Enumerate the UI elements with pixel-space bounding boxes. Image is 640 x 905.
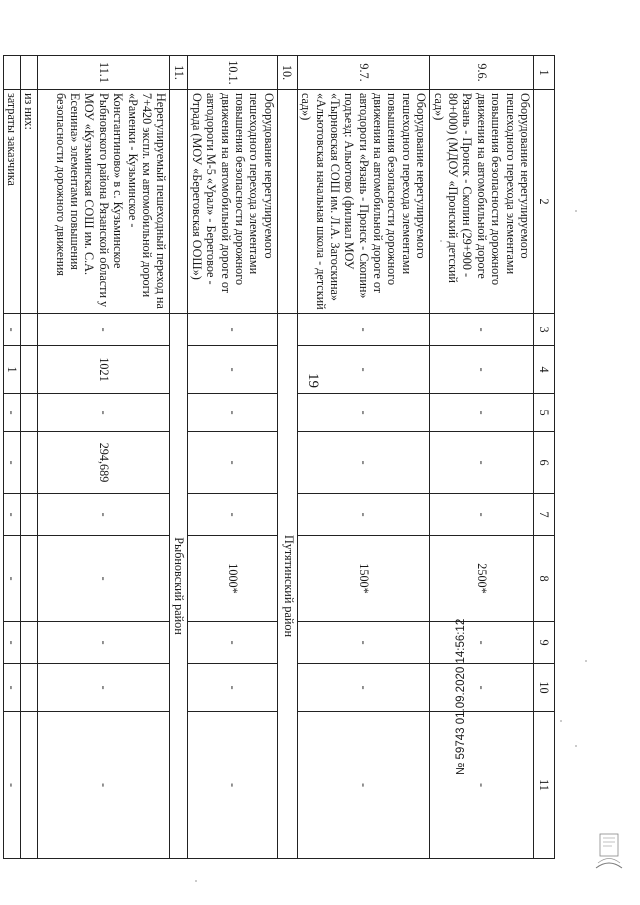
measure-description: из них:	[21, 90, 38, 314]
value-cell: -	[188, 664, 277, 712]
value-cell	[21, 622, 38, 664]
table-row	[3, 56, 20, 859]
measure-description: Оборудование нерегулируемого пешеходного перехода элементами повышения безопасности дорожного движения на автомобильной дороге Рязань - Пронск - Скопин (29+900 - 80+000) (МДОУ «Пронский детский сад»)	[430, 90, 534, 314]
value-cell: -	[430, 394, 534, 432]
value-cell	[21, 536, 38, 622]
row-number: 9.7.	[297, 56, 430, 90]
registry-seal	[592, 828, 626, 874]
value-cell: -	[3, 432, 20, 494]
value-cell: -	[38, 712, 170, 859]
row-number	[21, 56, 38, 90]
column-number: 6	[534, 432, 555, 494]
value-cell: -	[297, 664, 430, 712]
value-cell	[21, 346, 38, 394]
row-number: 9.6.	[430, 56, 534, 90]
measure-description: Оборудование нерегулируемого пешеходного перехода элементами повышения безопасности дорожного движения на автомобильной дороге от автодороги М-5 «Урал» - Береговое - Отрада (МОУ «Береговская ООШ»)	[188, 90, 277, 314]
value-cell: -	[430, 712, 534, 859]
column-number: 2	[534, 90, 555, 314]
column-number: 10	[534, 664, 555, 712]
value-cell: -	[297, 622, 430, 664]
value-cell: -	[430, 314, 534, 346]
table-header-row	[534, 56, 555, 859]
value-cell: -	[3, 536, 20, 622]
value-cell: 2500*	[430, 536, 534, 622]
row-number: 11.	[170, 56, 188, 90]
value-cell: -	[3, 622, 20, 664]
section-row	[277, 56, 297, 859]
row-number	[3, 56, 20, 90]
section-row	[170, 56, 188, 859]
scan-speck	[585, 660, 587, 662]
column-number: 11	[534, 712, 555, 859]
value-cell	[21, 712, 38, 859]
value-cell: -	[297, 432, 430, 494]
column-number: 3	[534, 314, 555, 346]
value-cell: -	[430, 346, 534, 394]
value-cell: -	[3, 494, 20, 536]
row-number: 10.	[277, 56, 297, 90]
value-cell: -	[188, 346, 277, 394]
value-cell	[21, 394, 38, 432]
value-cell	[21, 494, 38, 536]
column-number: 1	[534, 56, 555, 90]
row-number: 11.1	[38, 56, 170, 90]
value-cell: 1021	[38, 346, 170, 394]
value-cell: -	[188, 622, 277, 664]
column-number: 9	[534, 622, 555, 664]
value-cell: -	[3, 664, 20, 712]
value-cell: -	[38, 622, 170, 664]
value-cell: -	[188, 712, 277, 859]
measure-description: затраты заказчика	[3, 90, 20, 314]
measure-description: Нерегулируемый пешеходный переход на 7+420 экспл. км автомобильной дороги «Раменки - Кузьминское - Константиново» в с. Кузьминское Рыбновского района Рязанской области у МОУ «Кузьминская СОШ им. С.А. Есенина» элементами повышения безопасности дорожного движения	[38, 90, 170, 314]
row-number: 10.1.	[188, 56, 277, 90]
value-cell: -	[3, 314, 20, 346]
scan-speck	[575, 210, 577, 212]
table-row	[297, 56, 430, 859]
registry-stamp-text: № 59743 01.09.2020 14:56:12	[455, 618, 467, 775]
value-cell	[21, 314, 38, 346]
column-number: 7	[534, 494, 555, 536]
empty-cell	[277, 90, 297, 314]
value-cell: -	[430, 664, 534, 712]
value-cell: -	[297, 394, 430, 432]
value-cell: -	[430, 494, 534, 536]
district-title: Рыбновский район	[170, 314, 188, 859]
table-row	[21, 56, 38, 859]
measure-description: Оборудование нерегулируемого пешеходного перехода элементами повышения безопасности дорожного движения на автомобильной дороге от автодороги «Рязань - Пронск - Скопин» подъезд: Альютово (филиал МОУ «Тырновская СОШ им. Л.А. Загоскина» «Альютовская начальная школа - детский сад»)	[297, 90, 430, 314]
value-cell: -	[297, 346, 430, 394]
scan-speck	[195, 880, 197, 882]
value-cell: -	[3, 712, 20, 859]
value-cell: -	[297, 712, 430, 859]
value-cell	[21, 664, 38, 712]
document-sheet	[5, 55, 555, 858]
value-cell: 1500*	[297, 536, 430, 622]
value-cell: -	[188, 394, 277, 432]
page-number: 19	[305, 373, 321, 388]
column-number: 8	[534, 536, 555, 622]
district-title: Путятинский район	[277, 314, 297, 859]
program-table	[3, 55, 555, 859]
value-cell: -	[38, 394, 170, 432]
value-cell: -	[38, 314, 170, 346]
value-cell: -	[38, 664, 170, 712]
value-cell: -	[3, 394, 20, 432]
empty-cell	[170, 90, 188, 314]
value-cell	[21, 432, 38, 494]
value-cell: -	[297, 314, 430, 346]
column-number: 4	[534, 346, 555, 394]
value-cell: 1000*	[188, 536, 277, 622]
value-cell: -	[430, 622, 534, 664]
scan-speck	[560, 720, 562, 722]
table-row	[38, 56, 170, 859]
table-row	[430, 56, 534, 859]
value-cell: 294,689	[38, 432, 170, 494]
table-row	[188, 56, 277, 859]
value-cell: -	[38, 536, 170, 622]
value-cell: -	[38, 494, 170, 536]
scan-speck	[575, 745, 577, 747]
value-cell: -	[297, 494, 430, 536]
value-cell: -	[188, 432, 277, 494]
column-number: 5	[534, 394, 555, 432]
value-cell: -	[188, 314, 277, 346]
value-cell: -	[430, 432, 534, 494]
value-cell: 1	[3, 346, 20, 394]
value-cell: -	[188, 494, 277, 536]
scan-speck	[440, 240, 442, 242]
